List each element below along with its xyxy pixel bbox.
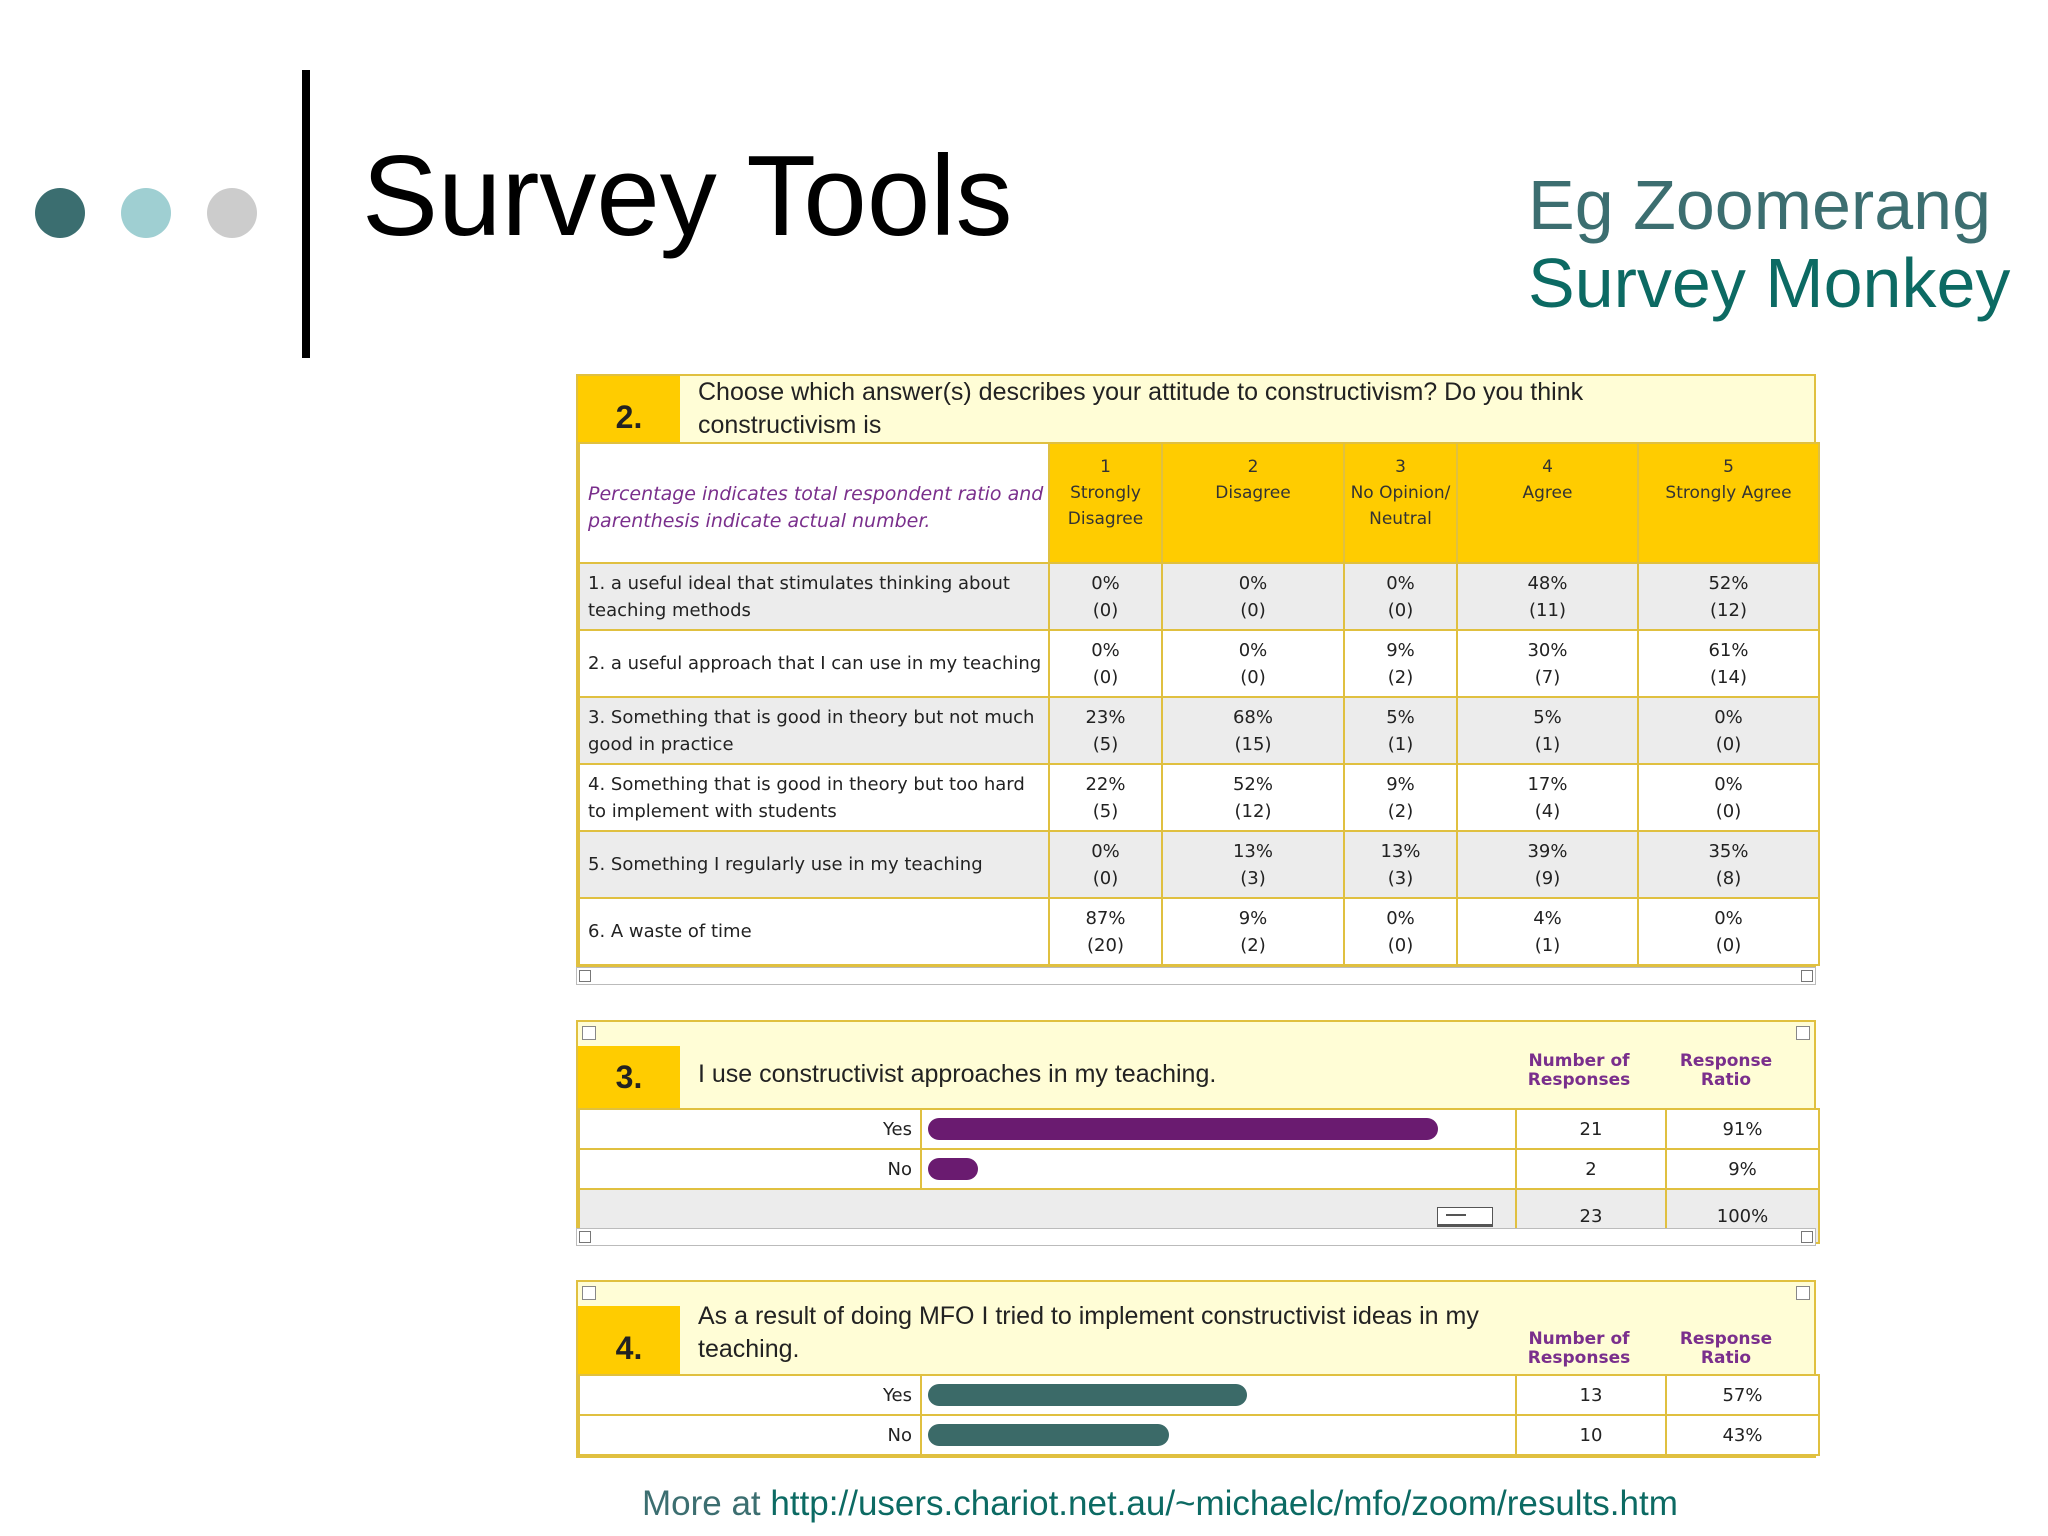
scroll-left-icon[interactable] (579, 970, 591, 982)
table-row (579, 563, 1819, 630)
response-count: 21 (1516, 1109, 1666, 1149)
cell: 39% (9) (1457, 831, 1638, 898)
cell: 0% (0) (1344, 898, 1457, 965)
response-ratio: 91% (1666, 1109, 1819, 1149)
row-label: 6. A waste of time (579, 898, 1049, 965)
table-note: Percentage indicates total respondent ratio and parenthesis indicate actual number. (579, 443, 1049, 563)
response-bar (928, 1158, 978, 1180)
cell: 4% (1) (1457, 898, 1638, 965)
example-tools (1528, 166, 2010, 322)
cell: 0% (0) (1162, 630, 1344, 697)
question-text: Choose which answer(s) describes your attitude to constructivism? Do you think constructivism is (698, 378, 1584, 439)
bullet-dot-dark (35, 188, 85, 238)
cell: 9% (2) (1162, 898, 1344, 965)
cell: 0% (0) (1049, 563, 1162, 630)
question-number: 3. (578, 1046, 680, 1108)
total-icon (1437, 1207, 1493, 1227)
cell: 9% (2) (1344, 630, 1457, 697)
cell: 17% (4) (1457, 764, 1638, 831)
question-number: 4. (578, 1306, 680, 1374)
response-bar (928, 1424, 1169, 1446)
results-table (578, 442, 1820, 966)
cell: 9% (2) (1344, 764, 1457, 831)
row-label: No (579, 1149, 921, 1189)
cell: 23% (5) (1049, 697, 1162, 764)
response-ratio: 43% (1666, 1415, 1819, 1455)
cell: 48% (11) (1457, 563, 1638, 630)
cell: 13% (3) (1344, 831, 1457, 898)
bar-cell (921, 1109, 1516, 1149)
page-title: Survey Tools (362, 133, 1013, 260)
example-survey-monkey: Survey Monkey (1528, 244, 2011, 322)
bar-cell (921, 1149, 1516, 1189)
row-label: 1. a useful ideal that stimulates thinking about teaching methods (579, 563, 1049, 630)
question-3-panel (576, 1020, 1816, 1230)
response-count: 10 (1516, 1415, 1666, 1455)
question-text: As a result of doing MFO I tried to implement constructivist ideas in my teaching. (698, 1302, 1479, 1363)
cell: 61% (14) (1638, 630, 1819, 697)
cell: 13% (3) (1162, 831, 1344, 898)
cell: 68% (15) (1162, 697, 1344, 764)
corner-marker-icon (1796, 1026, 1810, 1040)
row-label: 2. a useful approach that I can use in my teaching (579, 630, 1049, 697)
results-table (578, 1374, 1820, 1456)
question-text: I use constructivist approaches in my teaching. (698, 1060, 1217, 1088)
table-row (579, 831, 1819, 898)
cell: 5% (1) (1344, 697, 1457, 764)
corner-marker-icon (582, 1286, 596, 1300)
column-header-ratio: Response Ratio (1679, 1329, 1773, 1368)
response-count: 13 (1516, 1375, 1666, 1415)
column-header-ratio: Response Ratio (1679, 1051, 1773, 1090)
table-row (579, 1149, 1819, 1189)
corner-marker-icon (1796, 1286, 1810, 1300)
footer-more-link (642, 1484, 1678, 1524)
response-count: 2 (1516, 1149, 1666, 1189)
footer-prefix: More at (642, 1484, 771, 1523)
cell: 22% (5) (1049, 764, 1162, 831)
table-row (579, 1375, 1819, 1415)
table-row (579, 630, 1819, 697)
cell: 30% (7) (1457, 630, 1638, 697)
scroll-left-icon[interactable] (579, 1231, 591, 1243)
cell: 0% (0) (1638, 697, 1819, 764)
title-divider (302, 70, 310, 358)
column-header: 5 Strongly Agree (1638, 443, 1819, 563)
row-label: 3. Something that is good in theory but not much good in practice (579, 697, 1049, 764)
corner-marker-icon (582, 1026, 596, 1040)
row-label: 5. Something I regularly use in my teaching (579, 831, 1049, 898)
scroll-right-icon[interactable] (1801, 1231, 1813, 1243)
scroll-right-icon[interactable] (1801, 970, 1813, 982)
total-count: 23 (1516, 1189, 1666, 1243)
row-label: Yes (579, 1109, 921, 1149)
results-url-link[interactable]: http://users.chariot.net.au/~michaelc/mfo/zoom/results.htm (770, 1484, 1678, 1523)
horizontal-scrollbar[interactable] (576, 967, 1816, 985)
bar-cell (921, 1415, 1516, 1455)
results-table (578, 1108, 1820, 1244)
cell: 0% (0) (1344, 563, 1457, 630)
cell: 52% (12) (1638, 563, 1819, 630)
column-header: 2 Disagree (1162, 443, 1344, 563)
column-header-count: Number of Responses (1527, 1051, 1631, 1090)
response-bar (928, 1118, 1438, 1140)
cell: 87% (20) (1049, 898, 1162, 965)
bullet-dot-light (121, 188, 171, 238)
cell: 5% (1) (1457, 697, 1638, 764)
cell: 0% (0) (1638, 764, 1819, 831)
response-ratio: 57% (1666, 1375, 1819, 1415)
cell: 52% (12) (1162, 764, 1344, 831)
bar-cell (921, 1375, 1516, 1415)
row-label: No (579, 1415, 921, 1455)
cell: 0% (0) (1049, 831, 1162, 898)
column-header: 3 No Opinion/ Neutral (1344, 443, 1457, 563)
question-4-panel (576, 1280, 1816, 1458)
cell: 0% (0) (1049, 630, 1162, 697)
question-2-panel (576, 374, 1816, 968)
column-header: 1 Strongly Disagree (1049, 443, 1162, 563)
example-zoomerang: Eg Zoomerang (1528, 166, 1992, 244)
row-label: 4. Something that is good in theory but too hard to implement with students (579, 764, 1049, 831)
bullet-dot-grey (207, 188, 257, 238)
column-header-count: Number of Responses (1527, 1329, 1631, 1368)
response-bar (928, 1384, 1247, 1406)
cell: 35% (8) (1638, 831, 1819, 898)
response-ratio: 9% (1666, 1149, 1819, 1189)
table-row (579, 1415, 1819, 1455)
table-row (579, 1109, 1819, 1149)
horizontal-scrollbar[interactable] (576, 1228, 1816, 1246)
table-row (579, 764, 1819, 831)
column-header: 4 Agree (1457, 443, 1638, 563)
cell: 0% (0) (1162, 563, 1344, 630)
question-number: 2. (578, 376, 680, 442)
table-row (579, 898, 1819, 965)
row-label: Yes (579, 1375, 921, 1415)
total-ratio: 100% (1666, 1189, 1819, 1243)
table-row (579, 697, 1819, 764)
cell: 0% (0) (1638, 898, 1819, 965)
